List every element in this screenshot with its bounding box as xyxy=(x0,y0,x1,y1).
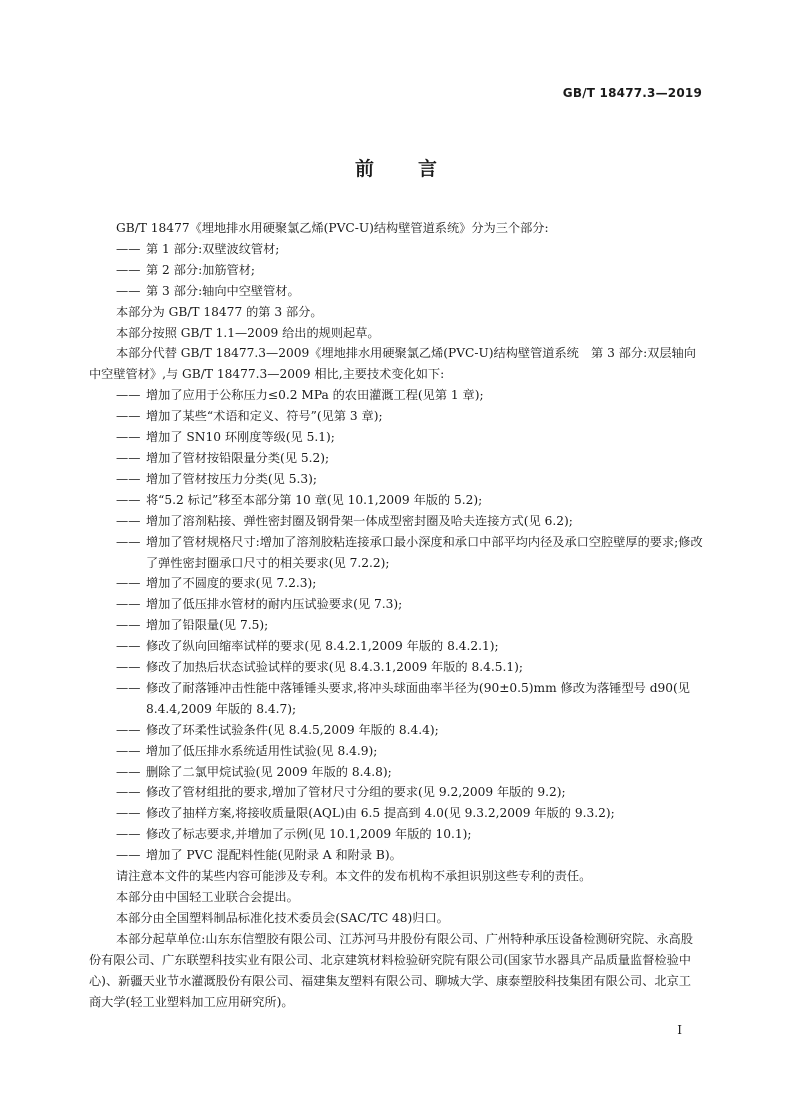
change-text: 增加了应用于公称压力≤0.2 MPa 的农田灌溉工程(见第 1 章); xyxy=(146,388,484,403)
change-text: 增加了溶剂粘接、弹性密封圈及钢骨架一体成型密封圈及哈夫连接方式(见 6.2); xyxy=(146,513,573,528)
change-text: 增加了管材按压力分类(见 5.3); xyxy=(146,471,317,486)
change-item xyxy=(89,490,703,511)
change-item xyxy=(89,511,703,532)
part-text: 第 1 部分:双壁波纹管材; xyxy=(146,241,280,256)
dash-marker: —— xyxy=(116,743,141,758)
change-text: 修改了管材组批的要求,增加了管材尺寸分组的要求(见 9.2,2009 年版的 9.2); xyxy=(146,785,566,800)
dash-marker: —— xyxy=(116,660,141,675)
patent-notice: 请注意本文件的某些内容可能涉及专利。本文件的发布机构不承担识别这些专利的责任。 xyxy=(116,869,592,884)
dash-marker: —— xyxy=(116,450,141,465)
change-item xyxy=(89,782,703,803)
change-text: 增加了管材按铅限量分类(见 5.2); xyxy=(146,450,330,465)
change-item xyxy=(89,469,703,490)
dash-marker: —— xyxy=(116,680,141,695)
dash-marker: —— xyxy=(116,262,141,277)
change-item xyxy=(89,406,703,427)
change-text: 修改了抽样方案,将接收质量限(AQL)由 6.5 提高到 4.0(见 9.3.2,2009 年版的 9.3.2); xyxy=(146,806,615,821)
dash-marker: —— xyxy=(116,785,141,800)
change-text: 删除了二氯甲烷试验(见 2009 年版的 8.4.8); xyxy=(146,764,392,779)
dash-marker: —— xyxy=(116,806,141,821)
dash-marker: —— xyxy=(116,241,141,256)
change-item xyxy=(89,762,703,783)
part-text: 第 2 部分:加筋管材; xyxy=(146,262,256,277)
change-item xyxy=(89,573,703,594)
change-text: 修改了标志要求,并增加了示例(见 10.1,2009 年版的 10.1); xyxy=(146,827,472,842)
change-item xyxy=(89,803,703,824)
dash-marker: —— xyxy=(116,764,141,779)
change-text: 修改了耐落锤冲击性能中落锤锤头要求,将冲头球面曲率半径为(90±0.5)mm 修改为落锤型号 d90(见 8.4.4,2009 年版的 8.4.7); xyxy=(146,680,690,716)
part-text: 第 3 部分:轴向中空壁管材。 xyxy=(146,283,300,298)
change-text: 增加了管材规格尺寸:增加了溶剂胶粘连接承口最小深度和承口中部平均内径及承口空腔壁厚的要求;修改了弹性密封圈承口尺寸的相关要求(见 7.2.2); xyxy=(146,534,703,570)
dash-marker: —— xyxy=(116,848,141,863)
dash-marker: —— xyxy=(116,430,141,445)
change-item xyxy=(89,720,703,741)
dash-marker: —— xyxy=(116,576,141,591)
proposer-statement: 本部分由中国轻工业联合会提出。 xyxy=(116,890,299,904)
page-number: I xyxy=(677,1023,682,1037)
change-item xyxy=(89,845,703,866)
part-item xyxy=(89,239,703,260)
page-title: 前言 xyxy=(354,158,481,180)
drafting-units: 本部分起草单位:山东东信塑胶有限公司、江苏河马井股份有限公司、广州特种承压设备检测研究院、永高股份有限公司、广东联塑科技实业有限公司、北京建筑材料检验研究院有限公司(国家节水器具产品质量监督检验中心)、新疆天业节水灌溉股份有限公司、福建集友塑料有限公司、聊城大学、康泰塑胶科技集团有限公司、北京工商大学(轻工业塑料加工应用研究所)。 xyxy=(89,931,693,1009)
change-item xyxy=(89,741,703,762)
change-item xyxy=(89,385,703,406)
dash-marker: —— xyxy=(116,388,141,403)
change-text: 增加了不圆度的要求(见 7.2.3); xyxy=(146,576,317,591)
foreword-body xyxy=(89,218,703,1012)
dash-marker: —— xyxy=(116,409,141,424)
change-text: 修改了环柔性试验条件(见 8.4.5,2009 年版的 8.4.4); xyxy=(146,722,439,737)
change-text: 增加了低压排水管材的耐内压试验要求(见 7.3); xyxy=(146,597,403,612)
dash-marker: —— xyxy=(116,597,141,612)
standard-code: GB/T 18477.3—2019 xyxy=(562,86,702,100)
statement-paragraph: 本部分为 GB/T 18477 的第 3 部分。 xyxy=(116,304,323,319)
change-item xyxy=(89,594,703,615)
dash-marker: —— xyxy=(116,618,141,633)
committee-statement: 本部分由全国塑料制品标准化技术委员会(SAC/TC 48)归口。 xyxy=(116,910,449,925)
change-text: 增加了 SN10 环刚度等级(见 5.1); xyxy=(146,430,335,445)
part-item xyxy=(89,281,703,302)
intro-paragraph: GB/T 18477《埋地排水用硬聚氯乙烯(PVC-U)结构壁管道系统》分为三个部分: xyxy=(116,221,549,235)
dash-marker: —— xyxy=(116,471,141,486)
change-text: 增加了铅限量(见 7.5); xyxy=(146,618,269,633)
change-item xyxy=(89,636,703,657)
change-item xyxy=(89,824,703,845)
change-item xyxy=(89,448,703,469)
statement-paragraph: 本部分按照 GB/T 1.1—2009 给出的规则起草。 xyxy=(116,325,380,340)
change-item xyxy=(89,657,703,678)
change-item xyxy=(89,427,703,448)
statement-paragraph: 本部分代替 GB/T 18477.3—2009《埋地排水用硬聚氯乙烯(PVC-U)结构壁管道系统 第 3 部分:双层轴向中空壁管材》,与 GB/T 18477.3—2009 相比,主要技术变化如下: xyxy=(89,346,696,382)
dash-marker: —— xyxy=(116,283,141,298)
change-text: 修改了纵向回缩率试样的要求(见 8.4.2.1,2009 年版的 8.4.2.1); xyxy=(146,639,499,654)
change-text: 增加了 PVC 混配料性能(见附录 A 和附录 B)。 xyxy=(146,848,402,863)
change-item xyxy=(89,532,703,574)
dash-marker: —— xyxy=(116,722,141,737)
change-text: 增加了低压排水系统适用性试验(见 8.4.9); xyxy=(146,743,378,758)
dash-marker: —— xyxy=(116,639,141,654)
dash-marker: —— xyxy=(116,534,141,549)
change-item xyxy=(89,678,703,720)
change-text: 将“5.2 标记”移至本部分第 10 章(见 10.1,2009 年版的 5.2); xyxy=(146,492,483,507)
dash-marker: —— xyxy=(116,513,141,528)
change-text: 增加了某些“术语和定义、符号”(见第 3 章); xyxy=(146,409,383,424)
dash-marker: —— xyxy=(116,827,141,842)
dash-marker: —— xyxy=(116,492,141,507)
change-text: 修改了加热后状态试验试样的要求(见 8.4.3.1,2009 年版的 8.4.5.1); xyxy=(146,660,523,675)
change-item xyxy=(89,615,703,636)
part-item xyxy=(89,260,703,281)
